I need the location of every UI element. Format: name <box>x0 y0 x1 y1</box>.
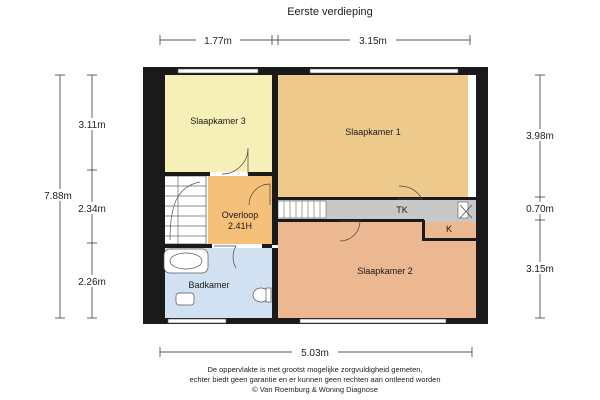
label-overloop-height: 2.41H <box>227 221 253 231</box>
attic-stairs-tk <box>278 201 326 218</box>
disclaimer-line-3: © Van Roemburg & Woning Diagnose <box>252 385 378 394</box>
floor-title: Eerste verdieping <box>287 6 373 18</box>
dim-right-3: 3.15m <box>526 264 554 275</box>
label-overloop: Overloop <box>221 210 259 220</box>
label-slaapkamer-1: Slaapkamer 1 <box>345 127 401 137</box>
label-tk: TK <box>396 205 408 215</box>
label-k: K <box>445 224 453 234</box>
dim-top-left: 1.77m <box>204 36 232 47</box>
dim-left-1: 3.11m <box>78 120 106 131</box>
dim-left-total: 7.88m <box>44 191 72 202</box>
label-slaapkamer-3: Slaapkamer 3 <box>190 116 246 126</box>
room-slaapkamer-1 <box>278 75 468 199</box>
disclaimer-line-1: De oppervlakte is met grootst mogelijke zorgvuldigheid gemeten, <box>207 365 423 374</box>
dim-top-right: 3.15m <box>359 36 387 47</box>
dim-right-1: 3.98m <box>526 131 554 142</box>
dim-left-3: 2.26m <box>78 277 106 288</box>
label-slaapkamer-2: Slaapkamer 2 <box>357 266 413 276</box>
dim-bottom-total: 5.03m <box>301 348 329 359</box>
disclaimer-line-2: echter biedt geen garantie en er kunnen geen rechten aan ontleend worden <box>189 375 441 384</box>
staircase <box>162 176 206 244</box>
label-badkamer: Badkamer <box>188 280 230 290</box>
dim-left-2: 2.34m <box>78 204 106 215</box>
dim-right-2: 0.70m <box>526 204 554 215</box>
